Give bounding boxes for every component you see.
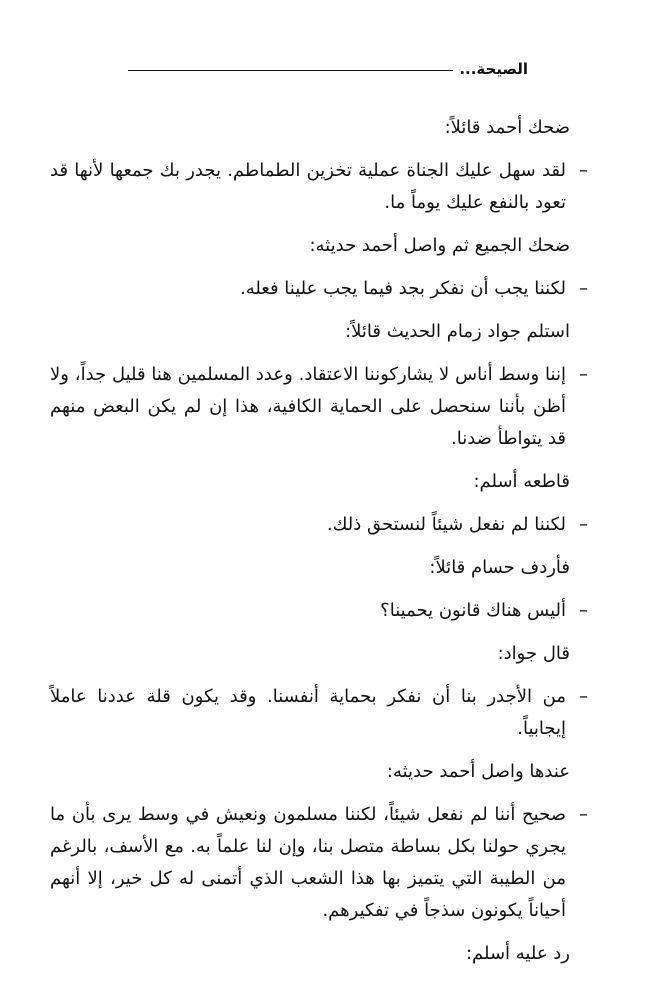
dialogue-dash: – [579,160,588,181]
dialogue-dash: – [579,514,588,535]
dialogue-line: – لكننا يجب أن نفكر بجد فيما يجب علينا فعله. [50,273,588,305]
narration-line: ضحك أحمد قائلاً: [444,117,570,138]
dialogue-line: – صحيح أننا لم نفعل شيئاً، لكننا مسلمون ونعيش في وسط يرى بأن ما يجري حولنا بكل بساطة متصل بنا، وإن لنا علماً به. مع الأسف، بالرغم من الطيبة التي يتميز بها هذا الشعب الذي أتمنى له كل خير، إلا أنهم أحياناً يكونون سذجاً في تفكيرهم. [50,799,588,927]
dialogue-dash: – [579,804,588,825]
narration-line: فأردف حسام قائلاً: [429,557,570,578]
dialogue-line: – من الأجدر بنا أن نفكر بحماية أنفسنا. وقد يكون قلة عددنا عاملاً إيجابياً. [50,681,588,745]
narration-line: رد عليه أسلم: [465,943,570,964]
chapter-title: الصيحة... [459,60,528,78]
narration-line: قال جواد: [497,643,570,664]
dialogue-dash: – [579,686,588,707]
dialogue-line: – أليس هناك قانون يحمينا؟ [50,595,588,627]
narration-line: استلم جواد زمام الحديث قائلاً: [345,321,570,342]
page-body [50,112,588,981]
narration-line: ضحك الجميع ثم واصل أحمد حديثه: [309,235,570,256]
running-header [128,57,528,81]
dialogue-dash: – [579,364,588,385]
narration-line: عندها واصل أحمد حديثه: [386,761,570,782]
narration-line: قاطعه أسلم: [473,471,570,492]
dialogue-line: – إننا وسط أناس لا يشاركوننا الاعتقاد. وعدد المسلمين هنا قليل جداً، ولا أظن بأننا سنحصل على الحماية الكافية، هذا إن لم يكن البعض منهم قد يتواطأ ضدنا. [50,359,588,455]
dialogue-line: – لقد سهل عليك الجناة عملية تخزين الطماطم. يجدر بك جمعها لأنها قد تعود بالنفع عليك يوماً ما. [50,155,588,219]
dialogue-dash: – [579,600,588,621]
dialogue-dash: – [579,278,588,299]
header-rule [128,70,453,71]
dialogue-line: – لكننا لم نفعل شيئاً لنستحق ذلك. [50,509,588,541]
